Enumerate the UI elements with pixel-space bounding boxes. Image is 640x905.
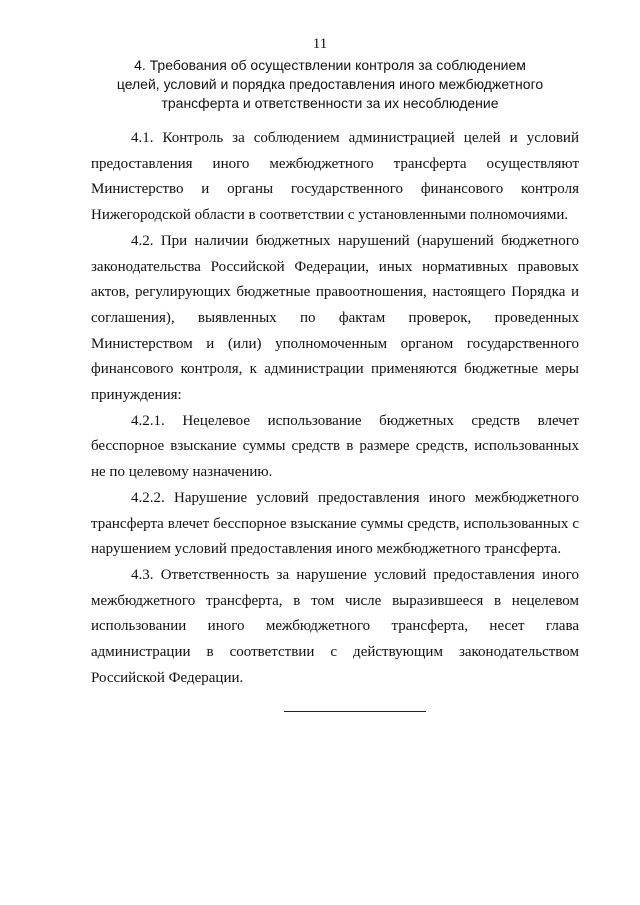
heading-line: 4. Требования об осуществлении контроля за соблюдением xyxy=(134,57,526,73)
paragraph-4-2-2: 4.2.2. Нарушение условий предоставления иного межбюджетного трансферта влечет бесспорное взыскание суммы средств, использованных с нарушением условий предоставления иного межбюджетного трансферта. xyxy=(91,489,579,558)
document-body xyxy=(91,126,579,691)
heading-line: трансферта и ответственности за их несоблюдение xyxy=(161,95,499,111)
paragraph-4-2-1: 4.2.1. Нецелевое использование бюджетных средств влечет бесспорное взыскание суммы средств в размере средств, использованных не по целевому назначению. xyxy=(91,412,579,481)
heading-line: целей, условий и порядка предоставления иного межбюджетного xyxy=(116,76,544,92)
page-number: 11 xyxy=(312,36,328,52)
section-heading xyxy=(80,56,580,113)
paragraph-4-2: 4.2. При наличии бюджетных нарушений (нарушений бюджетного законодательства Российской Федерации, иных нормативных правовых актов, регулирующих бюджетные правоотношения, настоящего Порядка и соглашения), выявленных по фактам проверок, проведенных Министерством и (или) уполномоченным органом государственного финансового контроля, к администрации применяются бюджетные меры принуждения: xyxy=(91,232,579,404)
paragraph-4-3: 4.3. Ответственность за нарушение условий предоставления иного межбюджетного трансферта, в том числе выразившееся в нецелевом использовании иного межбюджетного трансферта, несет глава администрации в соответствии с действующим законодательством Российской Федерации. xyxy=(91,566,579,686)
paragraph-4-1: 4.1. Контроль за соблюдением администрацией целей и условий предоставления иного межбюджетного трансферта осуществляют Министерство и органы государственного финансового контроля Нижегородской области в соответствии с установленными полномочиями. xyxy=(91,130,579,224)
end-divider xyxy=(284,711,426,712)
